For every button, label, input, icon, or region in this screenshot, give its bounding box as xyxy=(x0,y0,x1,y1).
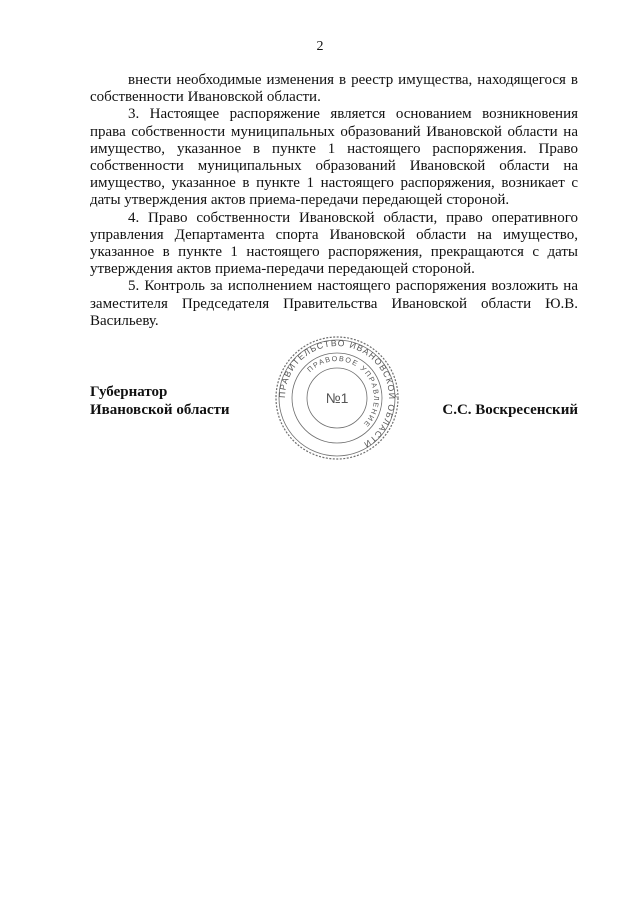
page-number: 2 xyxy=(316,39,324,54)
stamp-outer-text-path: ПРАВИТЕЛЬСТВО ИВАНОВСКОЙ ОБЛАСТИ xyxy=(276,337,398,451)
document-body xyxy=(90,72,578,330)
signer-title xyxy=(90,383,230,419)
stamp-number: №1 xyxy=(325,390,349,406)
stamp-inner-text-path: ПРАВОВОЕ УПРАВЛЕНИЕ xyxy=(305,353,382,430)
signer-name: С.С. Воскресенский xyxy=(442,402,578,418)
paragraph-5: 5. Контроль за исполнением настоящего распоряжения возложить на заместителя Председателя Правительства Ивановской области Ю.В. Васильеву. xyxy=(90,278,578,329)
paragraph-4: 4. Право собственности Ивановской области, право оперативного управления Департамента спорта Ивановской области на имущество, указанное в пункте 1 настоящего распоряжения, прекращаются с даты утверждения актов приема-передачи передающей стороной. xyxy=(90,209,578,278)
paragraph-3: 3. Настоящее распоряжение является основанием возникновения права собственности муниципальных образований Ивановской области на имущество, указанное в пункте 1 настоящего распоряжения. Право собственности муниципальных образований Ивановской области на имущество, указанное в пункте 1 настоящего распоряжения, возникает с даты утверждения актов приема-передачи передающей стороной. xyxy=(90,106,578,209)
stamp-graphic xyxy=(274,335,400,461)
signer-title-line-2: Ивановской области xyxy=(90,402,230,418)
official-stamp xyxy=(274,335,400,461)
paragraph-continuation: внести необходимые изменения в реестр имущества, находящегося в собственности Ивановской области. xyxy=(90,72,578,106)
signer-title-line-1: Губернатор xyxy=(90,384,168,400)
